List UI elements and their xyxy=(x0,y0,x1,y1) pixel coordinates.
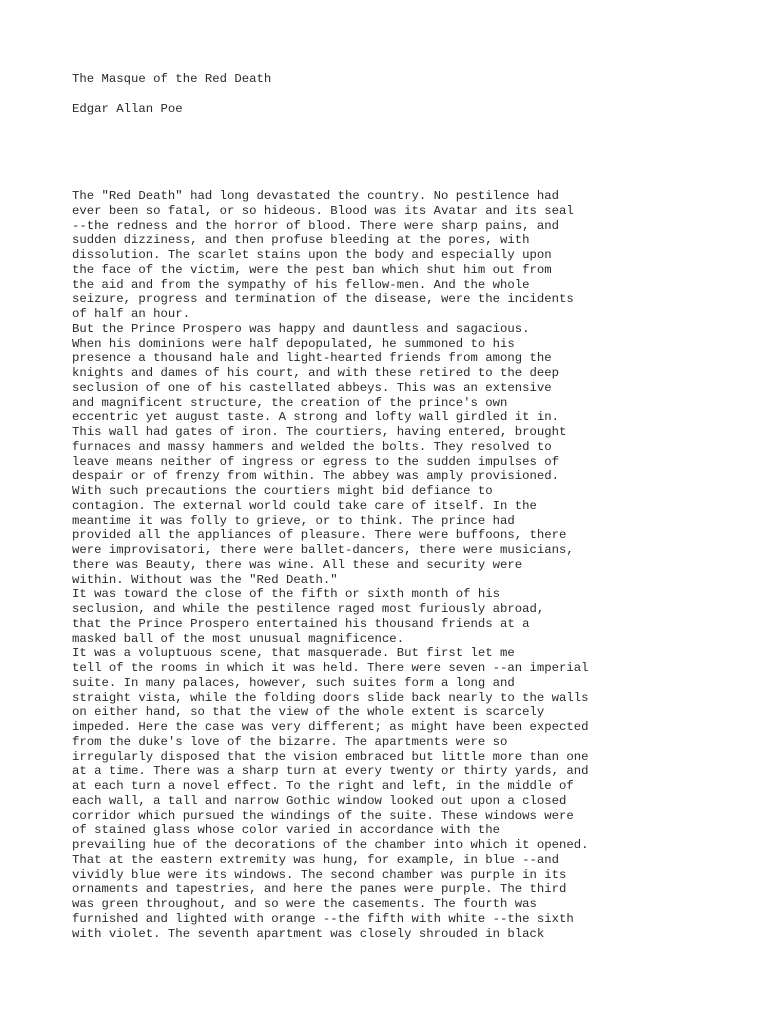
text-line: eccentric yet august taste. A strong and lofty wall girdled it in. xyxy=(72,410,560,425)
text-line: furnished and lighted with orange --the fifth with white --the sixth xyxy=(72,911,574,926)
text-line: corridor which pursued the windings of the suite. These windows were xyxy=(72,808,574,823)
text-line: tell of the rooms in which it was held. There were seven --an imperial xyxy=(72,661,589,675)
text-line: ever been so fatal, or so hideous. Blood was its Avatar and its seal xyxy=(72,203,574,218)
text-line: sudden dizziness, and then profuse bleeding at the pores, with xyxy=(72,233,530,248)
text-line: contagion. The external world could take care of itself. In the xyxy=(72,498,537,513)
text-line: of half an hour. xyxy=(72,307,191,321)
text-line: ornaments and tapestries, and here the panes were purple. The third xyxy=(72,882,567,897)
text-line: provided all the appliances of pleasure. There were buffoons, there xyxy=(72,528,567,543)
text-line: there was Beauty, there was wine. All these and security were xyxy=(72,557,523,572)
text-line: the aid and from the sympathy of his fellow-men. And the whole xyxy=(72,277,530,292)
text-line: on either hand, so that the view of the whole extent is scarcely xyxy=(72,705,545,720)
text-line: were improvisatori, there were ballet-dancers, there were musicians, xyxy=(72,543,574,557)
text-line: The "Red Death" had long devastated the country. No pestilence had xyxy=(72,189,560,203)
text-line: that the Prince Prospero entertained his thousand friends at a xyxy=(72,616,530,631)
text-line: prevailing hue of the decorations of the chamber into which it opened. xyxy=(72,838,589,852)
text-line: It was a voluptuous scene, that masquerade. But first let me xyxy=(72,646,515,661)
text-line: impeded. Here the case was very different; as might have been expected xyxy=(72,720,589,734)
text-line: furnaces and massy hammers and welded the bolts. They resolved to xyxy=(72,439,552,454)
text-line: With such precautions the courtiers might bid defiance to xyxy=(72,484,493,498)
text-line: masked ball of the most unusual magnificence. xyxy=(72,631,405,646)
text-line: was green throughout, and so were the casements. The fourth was xyxy=(72,897,537,911)
text-line: and magnificent structure, the creation of the prince's own xyxy=(72,395,508,410)
text-line: knights and dames of his court, and with these retired to the deep xyxy=(72,366,560,380)
text-line: --the redness and the horror of blood. There were sharp pains, and xyxy=(72,218,560,233)
document-author: Edgar Allan Poe xyxy=(72,102,183,116)
text-line: presence a thousand hale and light-hearted friends from among the xyxy=(72,351,552,366)
text-line: dissolution. The scarlet stains upon the body and especially upon xyxy=(72,248,552,262)
text-line: with violet. The seventh apartment was closely shrouded in black xyxy=(72,926,545,941)
text-line: at each turn a novel effect. To the right and left, in the middle of xyxy=(72,779,574,793)
text-line: When his dominions were half depopulated, he summoned to his xyxy=(72,336,515,351)
text-line: seclusion of one of his castellated abbeys. This was an extensive xyxy=(72,380,552,395)
text-line: vividly blue were its windows. The second chamber was purple in its xyxy=(72,867,567,882)
document-body xyxy=(72,189,589,941)
text-line: That at the eastern extremity was hung, for example, in blue --and xyxy=(72,852,560,867)
text-line: the face of the victim, were the pest ban which shut him out from xyxy=(72,262,552,277)
text-line: meantime it was folly to grieve, or to think. The prince had xyxy=(72,513,515,528)
text-line: from the duke's love of the bizarre. The apartments were so xyxy=(72,734,508,749)
text-line: leave means neither of ingress or egress to the sudden impulses of xyxy=(72,454,560,469)
text-line: It was toward the close of the fifth or sixth month of his xyxy=(72,587,501,602)
text-line: straight vista, while the folding doors slide back nearly to the walls xyxy=(72,690,589,705)
text-line: irregularly disposed that the vision embraced but little more than one xyxy=(72,749,589,764)
text-line: each wall, a tall and narrow Gothic window looked out upon a closed xyxy=(72,793,567,808)
text-line: at a time. There was a sharp turn at every twenty or thirty yards, and xyxy=(72,764,589,779)
text-line: within. Without was the "Red Death." xyxy=(72,572,338,587)
text-line: seclusion, and while the pestilence raged most furiously abroad, xyxy=(72,602,545,616)
text-line: seizure, progress and termination of the disease, were the incidents xyxy=(72,292,574,307)
text-line: of stained glass whose color varied in accordance with the xyxy=(72,823,501,838)
document-title: The Masque of the Red Death xyxy=(72,72,272,86)
text-line: This wall had gates of iron. The courtiers, having entered, brought xyxy=(72,425,567,439)
text-line: despair or of frenzy from within. The abbey was amply provisioned. xyxy=(72,469,560,484)
text-line: But the Prince Prospero was happy and dauntless and sagacious. xyxy=(72,321,530,336)
text-line: suite. In many palaces, however, such suites form a long and xyxy=(72,675,515,690)
